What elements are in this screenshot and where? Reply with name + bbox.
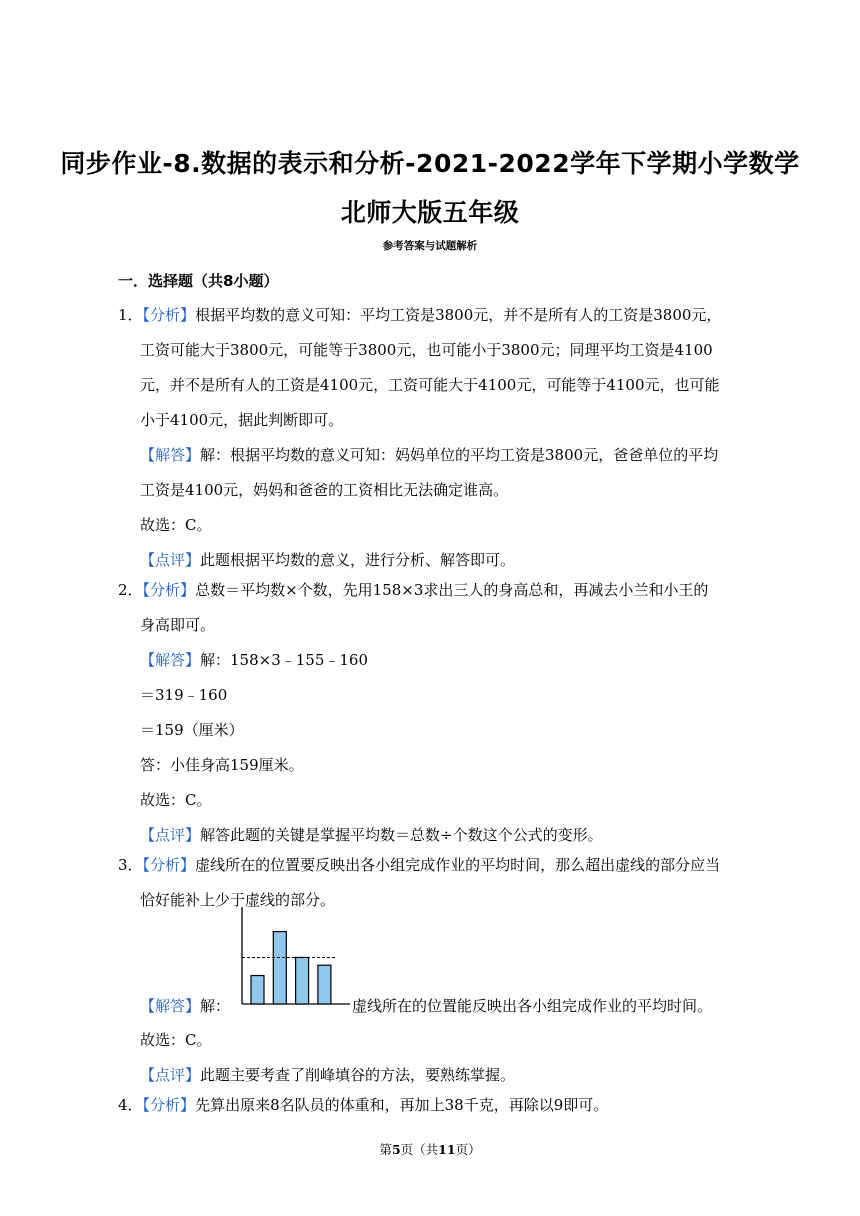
q3-number: 3． [118, 856, 143, 874]
q1-choice: 故选：C。 [140, 516, 212, 534]
analysis-tag: 【分析】 [142, 581, 196, 599]
q2-step2: ＝319﹣160 [140, 686, 228, 704]
page-footer [0, 1140, 860, 1158]
q2-solution-text: 解：158×3﹣155﹣160 [200, 651, 369, 669]
chart-bar-1 [251, 976, 264, 1004]
chart-bar-4 [318, 965, 331, 1004]
q3-solution-suffix: 虚线所在的位置能反映出各小组完成作业的平均时间。 [352, 997, 713, 1015]
footer-pre: 第 [379, 1142, 392, 1157]
q4-number: 4． [118, 1096, 143, 1114]
q1-analysis-line3: 元，并不是所有人的工资是4100元，工资可能大于4100元，可能等于4100元，也可能 [140, 376, 720, 394]
q3-solution-prefix [140, 996, 230, 1016]
q3-solution-prefix-text: 解： [200, 997, 231, 1015]
q2-analysis-text: 总数＝平均数×个数，先用158×3求出三人的身高总和，再减去小兰和小王的 [195, 581, 709, 599]
footer-total-pages: 11 [438, 1142, 456, 1157]
q3-analysis-line1 [118, 855, 720, 875]
solution-tag: 【解答】 [140, 997, 201, 1015]
chart-bar-2 [273, 932, 286, 1004]
q1-analysis-line2: 工资可能大于3800元，可能等于3800元，也可能小于3800元；同理平均工资是4100 [140, 341, 713, 359]
analysis-tag: 【分析】 [142, 856, 196, 874]
q3-comment-text: 此题主要考查了削峰填谷的方法，要熟练掌握。 [200, 1066, 516, 1084]
analysis-tag: 【分析】 [142, 306, 196, 324]
q1-analysis-line4: 小于4100元，据此判断即可。 [140, 411, 344, 429]
footer-page-number: 5 [391, 1142, 401, 1157]
q2-step3: ＝159（厘米） [140, 721, 244, 739]
q1-solution-line1 [140, 445, 718, 465]
document-title-line1: 同步作业-8.数据的表示和分析-2021-2022学年下学期小学数学 [60, 149, 800, 178]
q2-choice: 故选：C。 [140, 791, 212, 809]
q3-choice: 故选：C。 [140, 1031, 212, 1049]
solution-tag: 【解答】 [140, 651, 201, 669]
q1-analysis-line1 [118, 305, 721, 325]
q2-analysis-line2: 身高即可。 [140, 616, 216, 634]
q2-answer: 答：小佳身高159厘米。 [140, 756, 304, 774]
q2-solution-line1 [140, 650, 368, 670]
q1-comment-text: 此题根据平均数的意义，进行分析、解答即可。 [200, 551, 516, 569]
q3-analysis-line2: 恰好能补上少于虚线的部分。 [140, 891, 336, 909]
solution-tag: 【解答】 [140, 446, 201, 464]
q1-analysis-text: 根据平均数的意义可知：平均工资是3800元，并不是所有人的工资是3800元， [195, 306, 722, 324]
analysis-tag: 【分析】 [142, 1096, 196, 1114]
q3-analysis-text: 虚线所在的位置要反映出各小组完成作业的平均时间，那么超出虚线的部分应当 [195, 856, 721, 874]
average-bar-chart [236, 905, 352, 1009]
chart-bar-3 [296, 957, 309, 1004]
footer-post: 页） [455, 1142, 481, 1157]
q2-comment [140, 825, 603, 845]
comment-tag: 【点评】 [140, 826, 201, 844]
q4-analysis-text: 先算出原来8名队员的体重和，再加上38千克，再除以9即可。 [195, 1096, 609, 1114]
q2-analysis-line1 [118, 580, 708, 600]
footer-mid: 页（共 [400, 1142, 439, 1157]
q2-number: 2． [118, 581, 143, 599]
comment-tag: 【点评】 [140, 551, 201, 569]
q3-comment [140, 1065, 515, 1085]
document-subtitle: 参考答案与试题解析 [382, 240, 478, 252]
q4-analysis-line1 [118, 1095, 608, 1115]
comment-tag: 【点评】 [140, 1066, 201, 1084]
q1-number: 1． [118, 306, 143, 324]
document-title-line2: 北师大版五年级 [340, 198, 520, 227]
section-heading: 一．选择题（共8小题） [118, 272, 279, 290]
q1-solution-text: 解：根据平均数的意义可知：妈妈单位的平均工资是3800元，爸爸单位的平均 [200, 446, 719, 464]
q1-comment [140, 550, 515, 570]
q1-solution-line2: 工资是4100元，妈妈和爸爸的工资相比无法确定谁高。 [140, 481, 509, 499]
q2-comment-text: 解答此题的关键是掌握平均数＝总数÷个数这个公式的变形。 [200, 826, 603, 844]
